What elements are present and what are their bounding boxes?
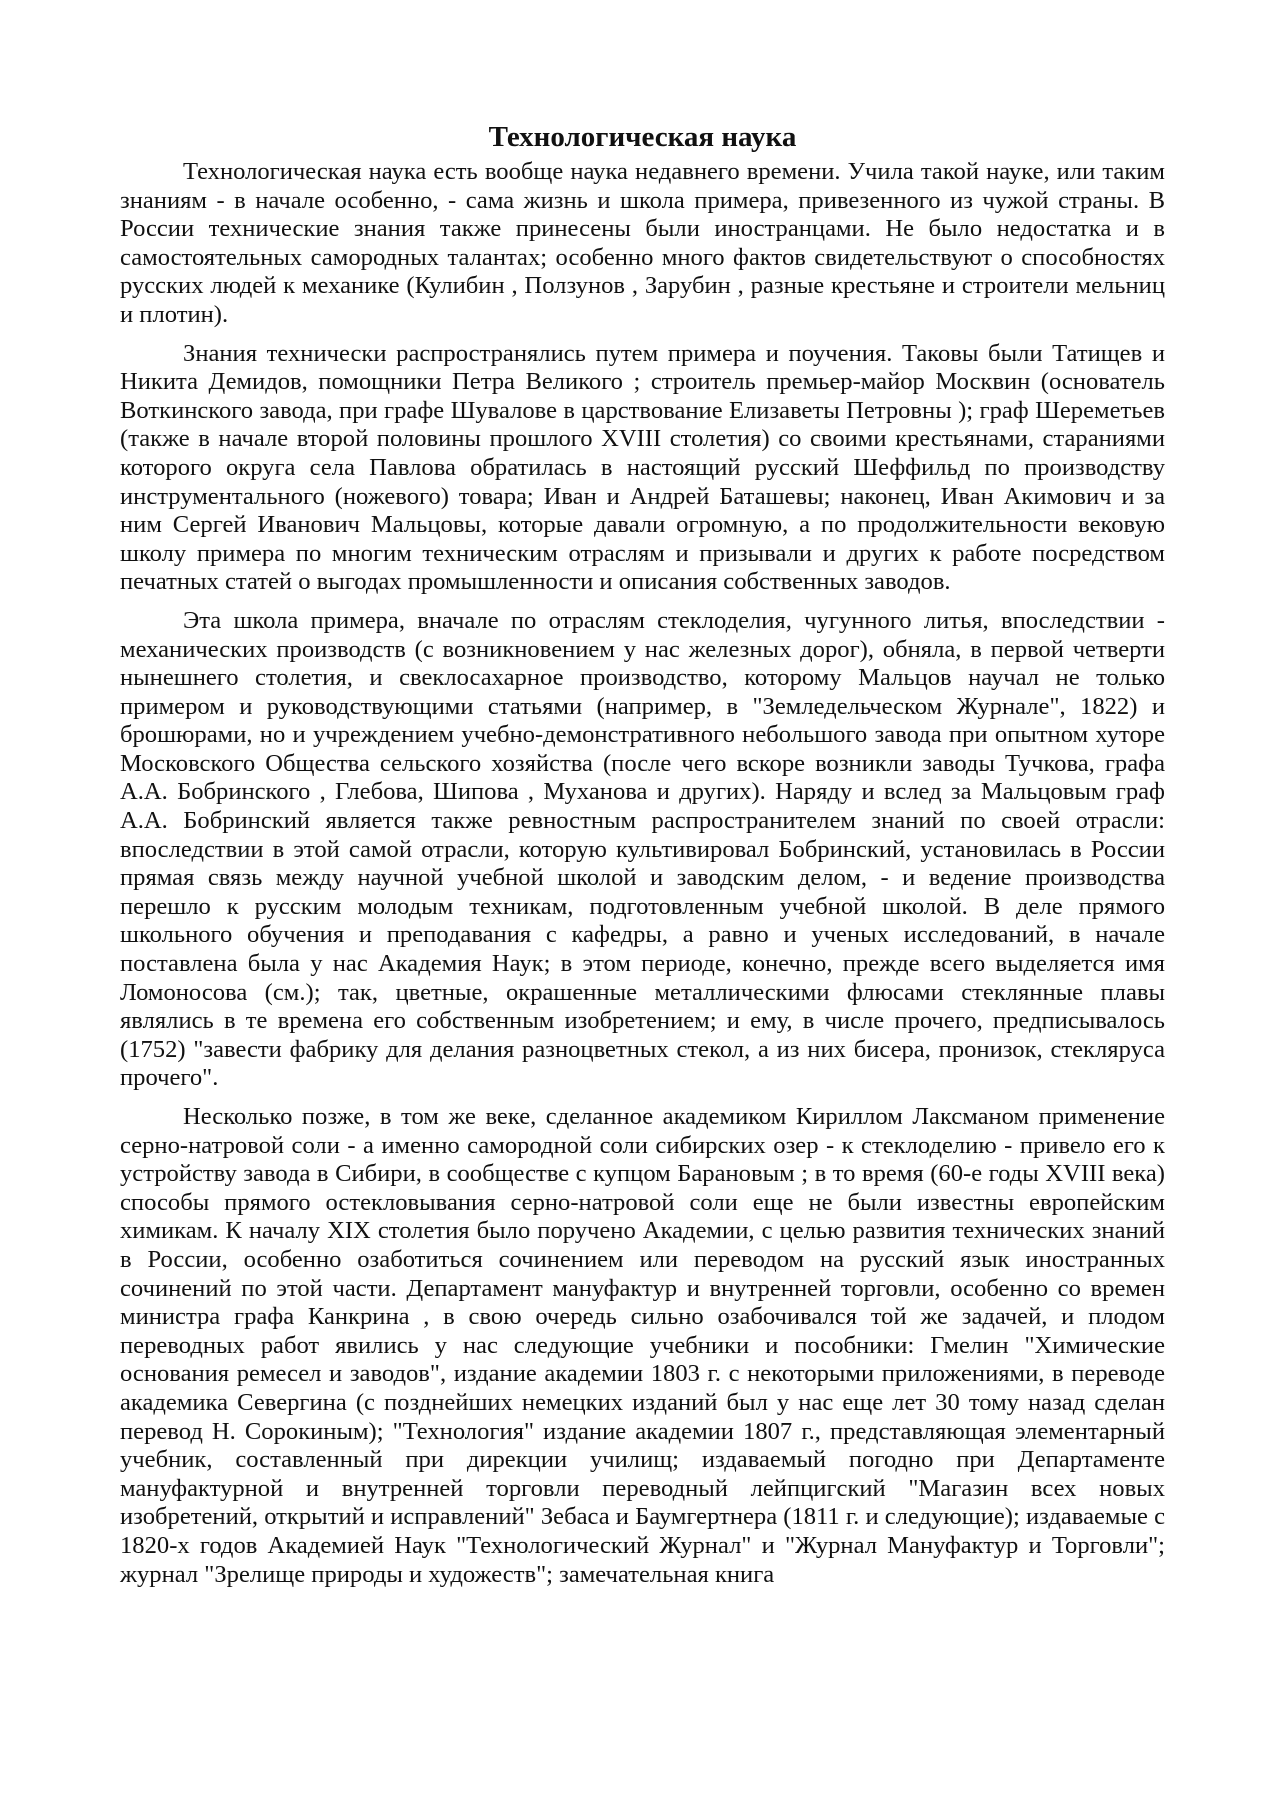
paragraph-1: Технологическая наука есть вообще наука недавнего времени. Учила такой науке, или таким знаниям - в начале особенно, - сама жизнь и школа примера, привезенного из чужой страны. В России технические знания также принесены были иностранцами. Не было недостатка и в самостоятельных самородных талантах; особенно много фактов свидетельствуют о способностях русских людей к механике (Кулибин , Ползунов , Зарубин , разные крестьяне и строители мельниц и плотин). [120, 158, 1165, 328]
paragraph-3: Эта школа примера, вначале по отраслям стеклоделия, чугунного литья, впоследствии - механических производств (с возникновением у нас железных дорог), обняла, в первой четверти нынешнего столетия, и свеклосахарное производство, которому Мальцов научал не только примером и руководствующими статьями (например, в "Земледельческом Журнале", 1822) и брошюрами, но и учреждением учебно-демонстративного небольшого завода при опытном хуторе Московского Общества сельского хозяйства (после чего вскоре возникли заводы Тучкова, графа А.А. Бобринского , Глебова, Шипова , Муханова и других). Наряду и вслед за Мальцовым граф А.А. Бобринский является также ревностным распространителем знаний по своей отрасли: впоследствии в этой самой отрасли, которую культивировал Бобринский, установилась в России прямая связь между научной учебной школой и заводским делом, - и ведение производства перешло к русским молодым техникам, подготовленным учебной школой. В деле прямого школьного обучения и преподавания с кафедры, а равно и ученых исследований, в начале поставлена была у нас Академия Наук; в этом периоде, конечно, прежде всего выделяется имя Ломоносова (см.); так, цветные, окрашенные металлическими флюсами стеклянные плавы являлись в те времена его собственным изобретением; и ему, в числе прочего, предписывалось (1752) "завести фабрику для делания разноцветных стекол, а из них бисера, пронизок, стекляруса прочего". [120, 606, 1165, 1092]
paragraph-2: Знания технически распространялись путем примера и поучения. Таковы были Татищев и Никита Демидов, помощники Петра Великого ; строитель премьер-майор Москвин (основатель Воткинского завода, при графе Шувалове в царствование Елизаветы Петровны ); граф Шереметьев (также в начале второй половины прошлого XVIII столетия) со своими крестьянами, стараниями которого округа села Павлова обратилась в настоящий русский Шеффильд по производству инструментального (ножевого) товара; Иван и Андрей Баташевы; наконец, Иван Акимович и за ним Сергей Иванович Мальцовы, которые давали огромную, а по продолжительности вековую школу примера по многим техническим отраслям и призывали и других к работе посредством печатных статей о выгодах промышленности и описания собственных заводов. [120, 339, 1165, 596]
paragraph-4: Несколько позже, в том же веке, сделанное академиком Кириллом Лаксманом применение серно-натровой соли - а именно самородной соли сибирских озер - к стеклоделию - привело его к устройству завода в Сибири, в сообществе с купцом Барановым ; в то время (60-е годы XVIII века) способы прямого остекловывания серно-натровой соли еще не были известны европейским химикам. К началу XIX столетия было поручено Академии, с целью развития технических знаний в России, особенно озаботиться сочинением или переводом на русский язык иностранных сочинений по этой части. Департамент мануфактур и внутренней торговли, особенно со времен министра графа Канкрина , в свою очередь сильно озабочивался той же задачей, и плодом переводных работ явились у нас следующие учебники и пособники: Гмелин "Химические основания ремесел и заводов", издание академии 1803 г. с некоторыми приложениями, в переводе академика Севергина (с позднейших немецких изданий был у нас еще лет 30 тому назад сделан перевод Н. Сорокиным); "Технология" издание академии 1807 г., представляющая элементарный учебник, составленный при дирекции училищ; издаваемый погодно при Департаменте мануфактурной и внутренней торговли переводный лейпцигский "Магазин всех новых изобретений, открытий и исправлений" Зебаса и Баумгертнера (1811 г. и следующие); издаваемые с 1820-х годов Академией Наук "Технологический Журнал" и "Журнал Мануфактур и Торговли"; журнал "Зрелище природы и художеств"; замечательная книга [120, 1103, 1165, 1588]
document-page [120, 120, 1165, 1599]
document-title: Технологическая наука [488, 121, 797, 153]
